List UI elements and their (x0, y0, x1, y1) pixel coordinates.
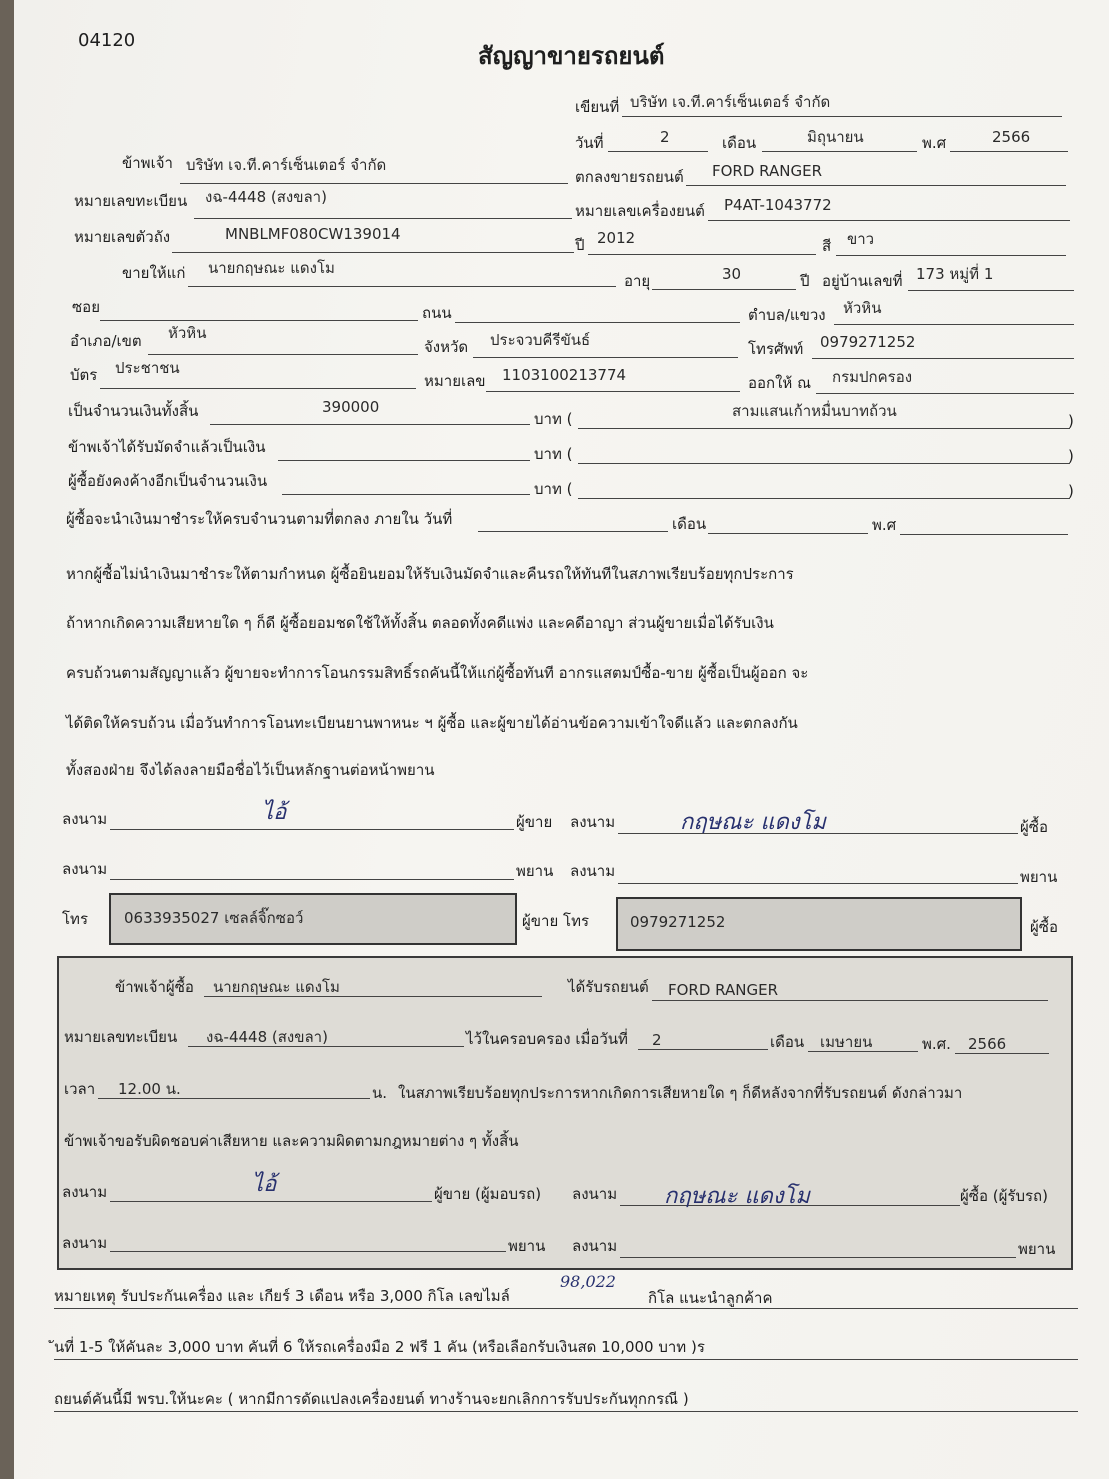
mileage-value: 98,022 (560, 1272, 616, 1291)
receipt-year: 2566 (968, 1035, 1007, 1053)
baht-label-2: บาท ( (534, 445, 573, 463)
house-label: อยู่บ้านเลขที่ (822, 272, 903, 290)
received-label: ได้รับรถยนต์ (568, 978, 649, 996)
color-value: ขาว (847, 230, 875, 248)
notes-line-1b: กิโล แนะนำลูกค้าค (648, 1289, 773, 1307)
house-value: 173 หมู่ที่ 1 (916, 265, 994, 283)
written-at-value: บริษัท เจ.ที.คาร์เซ็นเตอร์ จำกัด (630, 93, 831, 111)
receipt-seller-role: ผู้ขาย (ผู้มอบรถ) (434, 1185, 542, 1203)
date-day: 2 (660, 128, 670, 146)
date-year: 2566 (992, 128, 1031, 146)
seller-role-1: ผู้ขาย (516, 813, 553, 831)
receipt-buyer-value: นายกฤษณะ แดงโม (213, 978, 340, 996)
district-label: อำเภอ/เขต (70, 332, 142, 350)
witness-role-2: พยาน (1020, 868, 1058, 886)
baht-label-3: บาท ( (534, 480, 573, 498)
receipt-day: 2 (652, 1031, 662, 1049)
age-unit: ปี (800, 272, 810, 290)
receipt-sign-label-3: ลงนาม (62, 1234, 108, 1252)
terms-line-4: ได้ติดให้ครบถ้วน เมื่อวันทำการโอนทะเบียนยานพาหนะ ฯ ผู้ซื้อ และผู้ขายได้อ่านข้อความเข้าใจดีแล้ว และตกลงกัน (66, 714, 798, 732)
buyer-name: นายกฤษณะ แดงโม (208, 259, 335, 277)
receipt-sign-label-4: ลงนาม (572, 1237, 618, 1255)
date-label: วันที่ (575, 134, 604, 152)
time-value: 12.00 น. (118, 1080, 181, 1098)
receipt-buyer-signature: กฤษณะ แดงโม (664, 1184, 810, 1209)
sign-label-4: ลงนาม (570, 862, 616, 880)
age-label: อายุ (624, 272, 651, 290)
sign-label-1: ลงนาม (62, 810, 108, 828)
due-year-label: พ.ศ (872, 516, 897, 534)
total-words: สามแสนเก้าหมื่นบาทถ้วน (732, 402, 897, 420)
phone-label-short: โทร (62, 910, 89, 928)
receipt-month-label: เดือน (770, 1033, 805, 1051)
receipt-witness-2: พยาน (1018, 1240, 1056, 1258)
card-value: ประชาชน (115, 359, 180, 377)
close-paren-2: ) (1068, 447, 1074, 465)
due-month-label: เดือน (672, 515, 707, 533)
engine-label: หมายเลขเครื่องยนต์ (575, 202, 705, 220)
deposit-label: ข้าพเจ้าได้รับมัดจำแล้วเป็นเงิน (68, 438, 266, 456)
received-car: FORD RANGER (668, 981, 778, 999)
soi-label: ซอย (72, 298, 100, 316)
seller-name: บริษัท เจ.ที.คาร์เซ็นเตอร์ จำกัด (186, 156, 387, 174)
plate-label: หมายเลขทะเบียน (74, 192, 188, 210)
color-label: สี (822, 237, 832, 255)
subdistrict-value: หัวหิน (843, 299, 882, 317)
time-suffix: น. (372, 1084, 388, 1102)
plate-value: งฉ-4448 (สงขลา) (205, 188, 327, 206)
chassis-label: หมายเลขตัวถัง (74, 228, 171, 246)
receipt-sign-label-2: ลงนาม (572, 1185, 618, 1203)
receipt-line-2: ข้าพเจ้าขอรับผิดชอบค่าเสียหาย และความผิดตามกฎหมายต่าง ๆ ทั้งสิ้น (64, 1132, 519, 1150)
time-label: เวลา (64, 1080, 96, 1098)
receipt-witness-1: พยาน (508, 1237, 546, 1255)
road-label: ถนน (422, 304, 452, 322)
date-month: มิถุนายน (807, 128, 864, 146)
month-label: เดือน (722, 134, 757, 152)
receipt-plate-value: งฉ-4448 (สงขลา) (206, 1028, 328, 1046)
doc-number: 04120 (78, 30, 136, 51)
page-title: สัญญาขายรถยนต์ (478, 42, 665, 70)
chassis-value: MNBLMF080CW139014 (225, 225, 401, 243)
agree-label: ตกลงขายรถยนต์ (575, 168, 684, 186)
car-year-label: ปี (575, 236, 585, 254)
phone-label: โทรศัพท์ (748, 340, 804, 358)
phone-value: 0979271252 (820, 333, 916, 351)
total-value: 390000 (322, 398, 380, 416)
receipt-sign-label-1: ลงนาม (62, 1183, 108, 1201)
buyer-phone-value: 0979271252 (630, 913, 726, 931)
receipt-buyer-role: ผู้ซื้อ (ผู้รับรถ) (960, 1187, 1048, 1205)
buyer-signature: กฤษณะ แดงโม (680, 810, 826, 835)
witness-role-1: พยาน (516, 862, 554, 880)
receipt-section (57, 956, 1073, 1270)
receipt-plate-label: หมายเลขทะเบียน (64, 1028, 178, 1046)
id-label: หมายเลข (424, 372, 486, 390)
terms-line-3: ครบถ้วนตามสัญญาแล้ว ผู้ขายจะทำการโอนกรรมสิทธิ์รถคันนี้ให้แก่ผู้ซื้อทันที อากรแสตมป์ซื้อ-ขาย ผู้ซื้อเป็นผู้ออก จะ (66, 664, 809, 682)
buyer-role-2: ผู้ซื้อ (1030, 918, 1058, 936)
subdistrict-label: ตำบล/แขวง (748, 306, 826, 324)
total-label: เป็นจำนวนเงินทั้งสิ้น (68, 402, 199, 420)
terms-line-5: ทั้งสองฝ่าย จึงได้ลงลายมือชื่อไว้เป็นหลักฐานต่อหน้าพยาน (66, 761, 435, 779)
terms-line-2: ถ้าหากเกิดความเสียหายใด ๆ ก็ดี ผู้ซื้อยอมชดใช้ให้ทั้งสิ้น ตลอดทั้งคดีแพ่ง และคดีอาญา ส่วนผู้ขายเมื่อได้รับเงิน (66, 614, 774, 632)
written-at-label: เขียนที่ (575, 98, 620, 116)
notes-line-3: ถยนต์คันนี้มี พรบ.ให้นะคะ ( หากมีการดัดแปลงเครื่องยนต์ ทางร้านจะยกเลิกการรับประกันทุกกรณี ) (54, 1390, 689, 1408)
sign-label-3: ลงนาม (62, 860, 108, 878)
close-paren-3: ) (1068, 482, 1074, 500)
receipt-year-label: พ.ศ. (922, 1035, 951, 1053)
close-paren-1: ) (1068, 412, 1074, 430)
notes-line-1a: หมายเหตุ รับประกันเครื่อง และ เกียร์ 3 เดือน หรือ 3,000 กิโล เลขไมล์ (54, 1287, 510, 1305)
buyer-role-1: ผู้ซื้อ (1020, 818, 1048, 836)
baht-label-1: บาท ( (534, 410, 573, 428)
district-value: หัวหิน (168, 324, 207, 342)
seller-signature: ไอ้ (262, 800, 287, 825)
seller-label: ข้าพเจ้า (122, 154, 173, 172)
seller-phone-value: 0633935027 เซลล์จิ๊กซอว์ (124, 909, 304, 927)
remaining-label: ผู้ซื้อยังคงค้างอีกเป็นจำนวนเงิน (68, 472, 268, 490)
year-label: พ.ศ (922, 134, 947, 152)
id-value: 1103100213774 (502, 366, 627, 384)
due-label: ผู้ซื้อจะนำเงินมาชำระให้ครบจำนวนตามที่ตกลง ภายใน วันที่ (66, 510, 453, 528)
sign-label-2: ลงนาม (570, 813, 616, 831)
car-year-value: 2012 (597, 229, 636, 247)
engine-value: P4AT-1043772 (724, 196, 832, 214)
receipt-seller-signature: ไอ้ (252, 1172, 277, 1197)
terms-line-1: หากผู้ซื้อไม่นำเงินมาชำระให้ตามกำหนด ผู้ซื้อยินยอมให้รับเงินมัดจำและคืนรถให้ทันทีในสภาพเรียบร้อยทุกประการ (66, 565, 794, 583)
notes-line-2: ันที่ 1-5 ให้คันละ 3,000 บาท คันที่ 6 ให้รถเครื่องมือ 2 ฟรี 1 คัน (หรือเลือกรับเงินสด 10,000 บาท )ร (54, 1338, 705, 1356)
province-label: จังหวัด (424, 338, 469, 356)
province-value: ประจวบคีรีขันธ์ (490, 331, 591, 349)
card-label: บัตร (70, 366, 98, 384)
possession-label: ไว้ในครอบครอง เมื่อวันที่ (466, 1030, 628, 1048)
issued-value: กรมปกครอง (832, 368, 913, 386)
receipt-buyer-label: ข้าพเจ้าผู้ซื้อ (115, 978, 194, 996)
issued-label: ออกให้ ณ (748, 374, 811, 392)
car-model: FORD RANGER (712, 162, 822, 180)
age-value: 30 (722, 265, 742, 283)
receipt-month: เมษายน (820, 1033, 873, 1051)
seller-phone-label: ผู้ขาย โทร (522, 912, 590, 930)
sold-to-label: ขายให้แก่ (122, 264, 186, 282)
receipt-line-1: ในสภาพเรียบร้อยทุกประการหากเกิดการเสียหายใด ๆ ก็ดีหลังจากที่รับรถยนต์ ดังกล่าวมา (398, 1084, 963, 1102)
